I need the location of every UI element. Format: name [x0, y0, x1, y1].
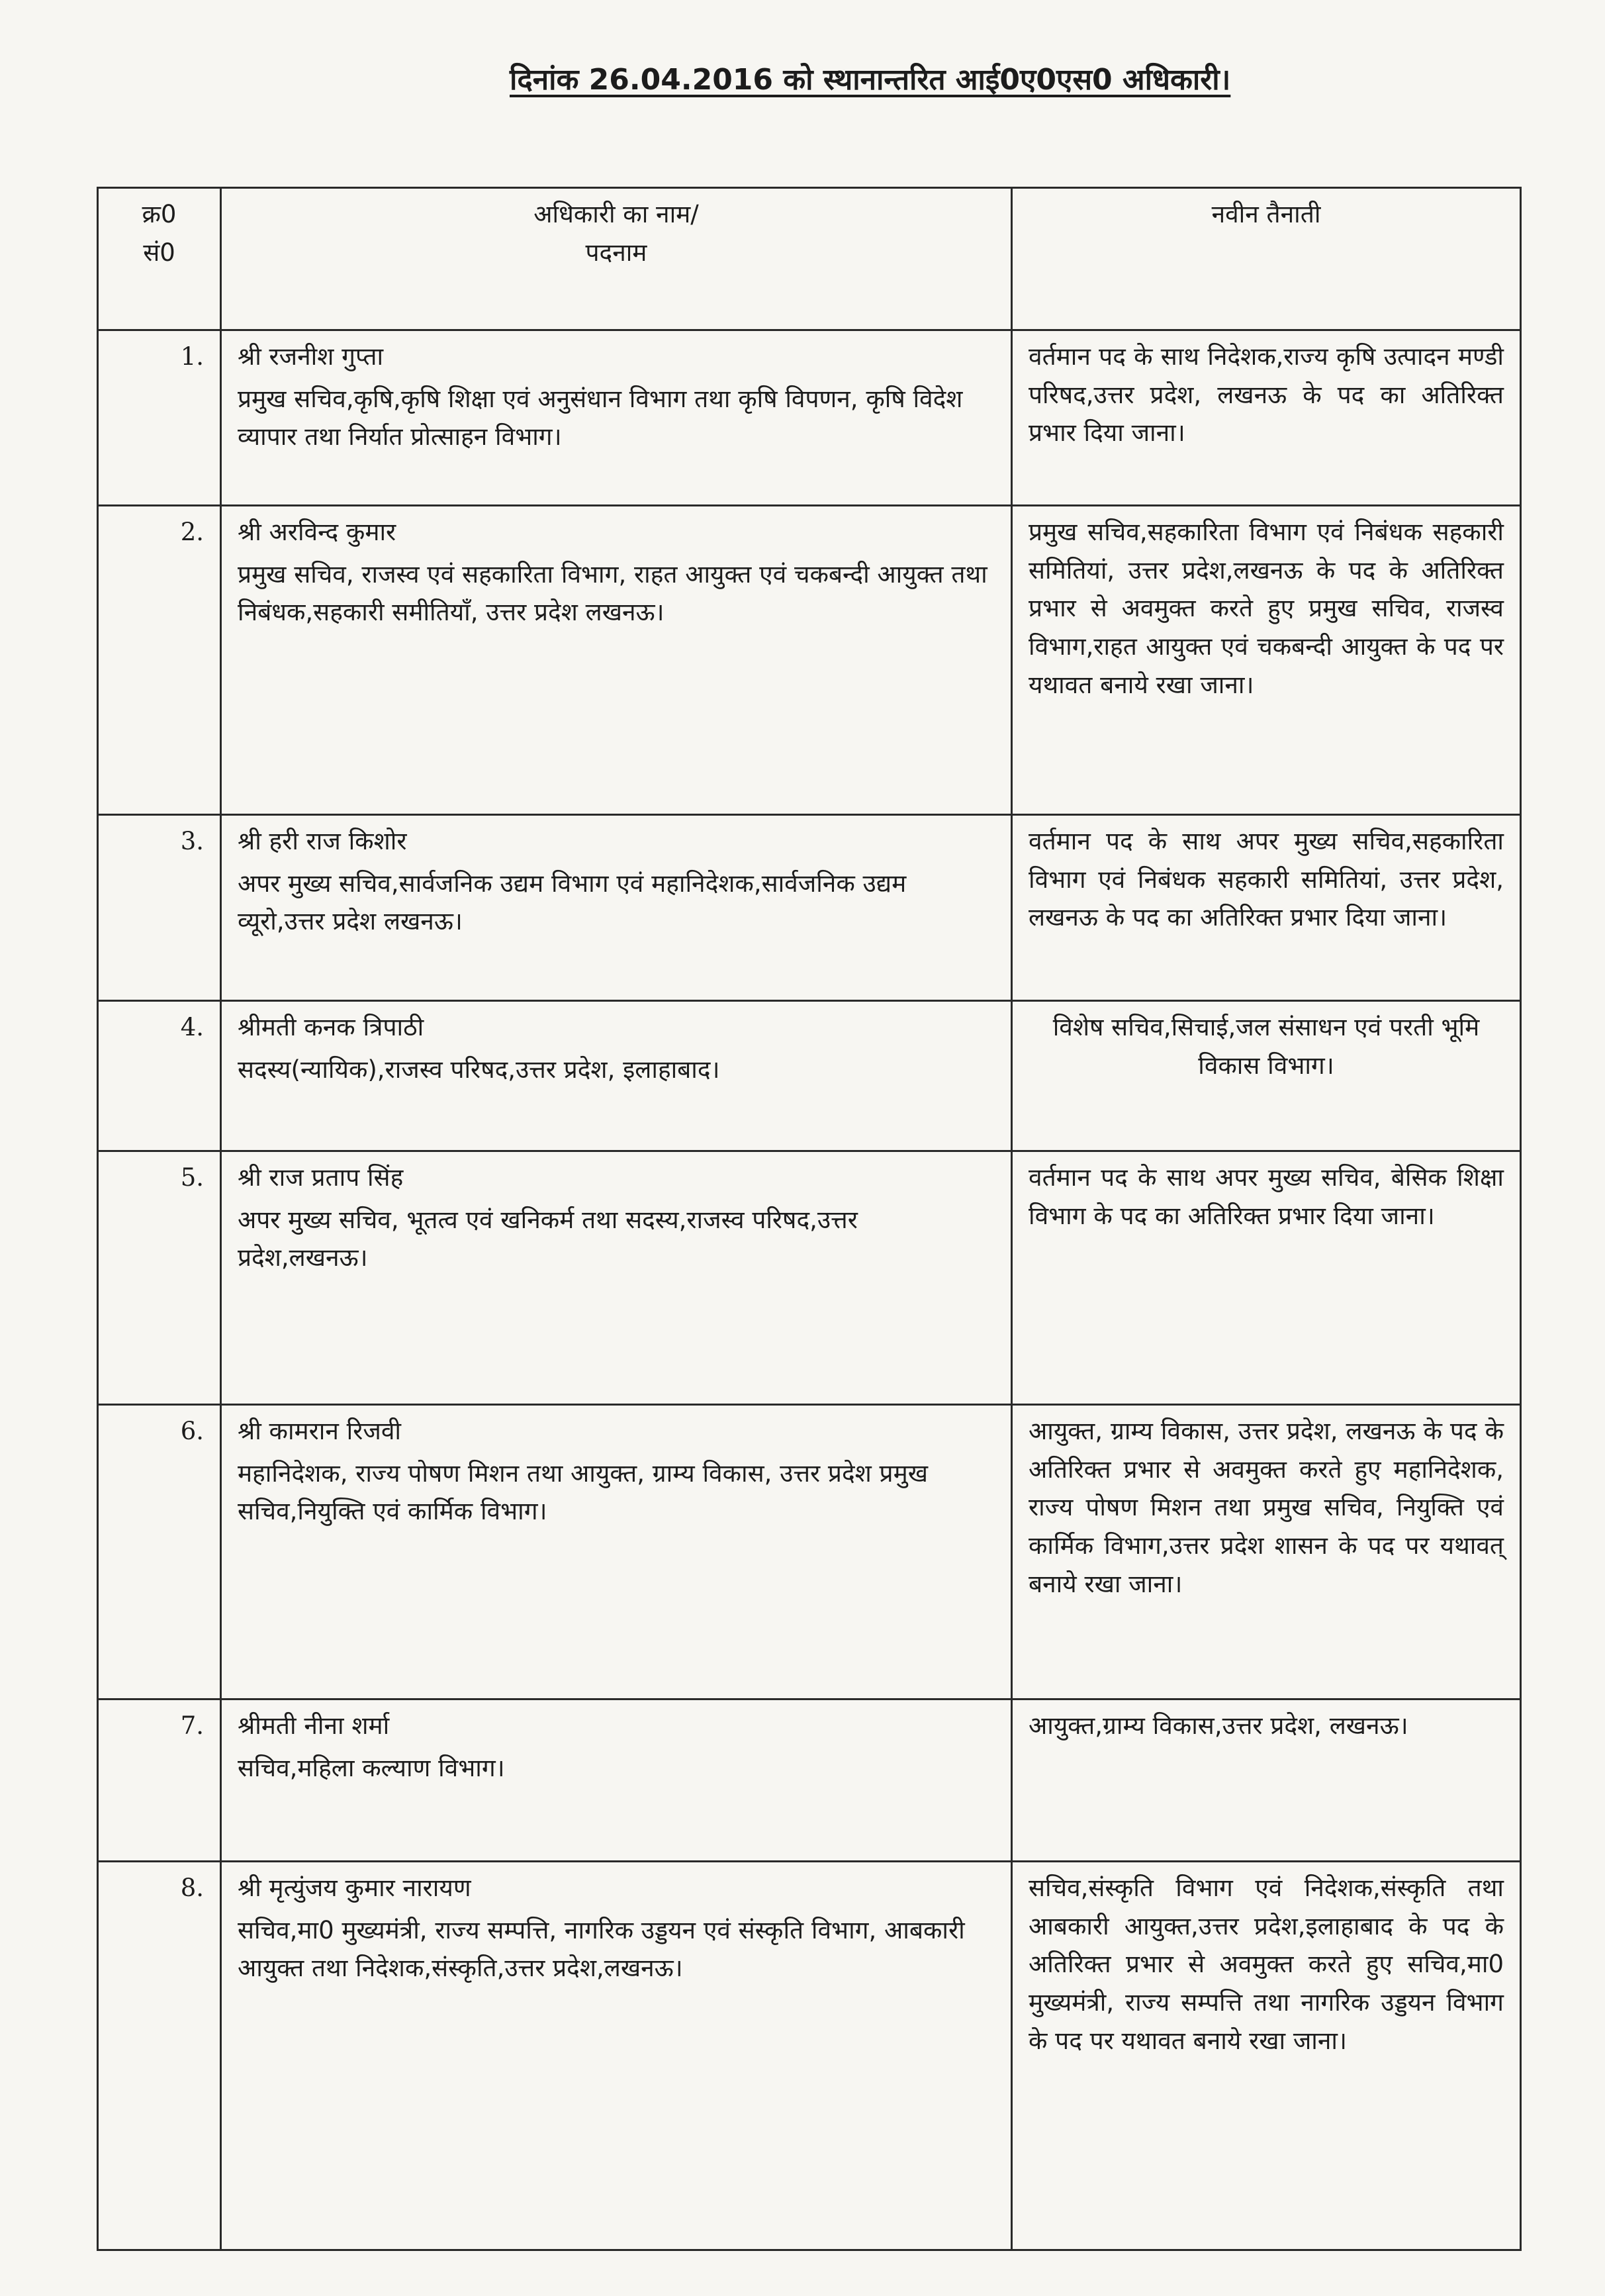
transfer-table: [97, 187, 1522, 2251]
officer-name: श्री कामरान रिजवी: [238, 1417, 402, 1445]
new-posting: वर्तमान पद के साथ निदेशक,राज्य कृषि उत्पादन मण्डी परिषद,उत्तर प्रदेश, लखनऊ के पद का अतिरिक्त प्रभार दिया जाना।: [1012, 330, 1521, 506]
officer-cell: [221, 1862, 1012, 2250]
header-officer-name: [221, 188, 1012, 330]
table-row: [98, 1862, 1521, 2250]
serial-number: 3.: [98, 815, 221, 1001]
new-posting: विशेष सचिव,सिचाई,जल संसाधन एवं परती भूमि विकास विभाग।: [1012, 1001, 1521, 1151]
officer-name: श्री रजनीश गुप्ता: [238, 342, 384, 371]
officer-cell: [221, 330, 1012, 506]
officer-cell: [221, 1699, 1012, 1862]
new-posting: वर्तमान पद के साथ अपर मुख्य सचिव, बेसिक शिक्षा विभाग के पद का अतिरिक्त प्रभार दिया जाना।: [1012, 1151, 1521, 1405]
officer-designation: प्रमुख सचिव,कृषि,कृषि शिक्षा एवं अनुसंधान विभाग तथा कृषि विपणन, कृषि विदेश व्यापार तथा निर्यात प्रोत्साहन विभाग।: [238, 384, 963, 452]
serial-number: 2.: [98, 506, 221, 815]
header-serial-line1: क्र0: [142, 200, 177, 228]
table-row: [98, 506, 1521, 815]
officer-cell: [221, 506, 1012, 815]
officer-designation: महानिदेशक, राज्य पोषण मिशन तथा आयुक्त, ग्राम्य विकास, उत्तर प्रदेश प्रमुख सचिव,नियुक्ति एवं कार्मिक विभाग।: [238, 1459, 928, 1526]
table-header-row: [98, 188, 1521, 330]
officer-designation: अपर मुख्य सचिव, भूतत्व एवं खनिकर्म तथा सदस्य,राजस्व परिषद,उत्तर प्रदेश,लखनऊ।: [238, 1205, 858, 1272]
table-row: [98, 815, 1521, 1001]
header-serial-line2: सं0: [143, 238, 175, 267]
new-posting: वर्तमान पद के साथ अपर मुख्य सचिव,सहकारिता विभाग एवं निबंधक सहकारी समितियां, उत्तर प्रदेश, लखनऊ के पद का अतिरिक्त प्रभार दिया जाना।: [1012, 815, 1521, 1001]
header-new-posting: [1012, 188, 1521, 330]
page-title: दिनांक 26.04.2016 को स्थानान्तरित आई0ए0एस0 अधिकारी।: [510, 63, 1231, 97]
officer-name: श्रीमती नीना शर्मा: [238, 1711, 390, 1740]
serial-number: 1.: [98, 330, 221, 506]
table-row: [98, 330, 1521, 506]
officer-cell: [221, 1151, 1012, 1405]
header-officer-line1: अधिकारी का नाम/: [533, 200, 699, 228]
officer-designation: सचिव,महिला कल्याण विभाग।: [238, 1753, 505, 1782]
table-row: [98, 1699, 1521, 1862]
table-row: [98, 1001, 1521, 1151]
new-posting: प्रमुख सचिव,सहकारिता विभाग एवं निबंधक सहकारी समितियां, उत्तर प्रदेश,लखनऊ के पद के अतिरिक्त प्रभार से अवमुक्त करते हुए प्रमुख सचिव, राजस्व विभाग,राहत आयुक्त एवं चकबन्दी आयुक्त के पद पर यथावत बनाये रखा जाना।: [1012, 506, 1521, 815]
serial-number: 5.: [98, 1151, 221, 1405]
officer-name: श्री हरी राज किशोर: [238, 827, 407, 855]
table-row: [98, 1405, 1521, 1699]
officer-name: श्री मृत्युंजय कुमार नारायण: [238, 1874, 471, 1902]
serial-number: 7.: [98, 1699, 221, 1862]
officer-cell: [221, 1405, 1012, 1699]
officer-cell: [221, 1001, 1012, 1151]
officer-name: श्री राज प्रताप सिंह: [238, 1163, 404, 1192]
officer-name: श्रीमती कनक त्रिपाठी: [238, 1013, 424, 1041]
header-posting-label: नवीन तैनाती: [1211, 200, 1321, 228]
serial-number: 8.: [98, 1862, 221, 2250]
header-serial-number: [98, 188, 221, 330]
serial-number: 6.: [98, 1405, 221, 1699]
new-posting: आयुक्त,ग्राम्य विकास,उत्तर प्रदेश, लखनऊ।: [1012, 1699, 1521, 1862]
officer-designation: सचिव,मा0 मुख्यमंत्री, राज्य सम्पत्ति, नागरिक उड्डयन एवं संस्कृति विभाग, आबकारी आयुक्त तथा निदेशक,संस्कृति,उत्तर प्रदेश,लखनऊ।: [238, 1915, 965, 1983]
officer-name: श्री अरविन्द कुमार: [238, 518, 396, 546]
table-row: [98, 1151, 1521, 1405]
new-posting: सचिव,संस्कृति विभाग एवं निदेशक,संस्कृति तथा आबकारी आयुक्त,उत्तर प्रदेश,इलाहाबाद के पद के अतिरिक्त प्रभार से अवमुक्त करते हुए सचिव,मा0 मुख्यमंत्री, राज्य सम्पत्ति तथा नागरिक उड्डयन विभाग के पद पर यथावत बनाये रखा जाना।: [1012, 1862, 1521, 2250]
serial-number: 4.: [98, 1001, 221, 1151]
officer-designation: सदस्य(न्यायिक),राजस्व परिषद,उत्तर प्रदेश, इलाहाबाद।: [238, 1055, 720, 1084]
officer-designation: प्रमुख सचिव, राजस्व एवं सहकारिता विभाग, राहत आयुक्त एवं चकबन्दी आयुक्त तथा निबंधक,सहकारी समीतियाँ, उत्तर प्रदेश लखनऊ।: [238, 559, 987, 627]
officer-cell: [221, 815, 1012, 1001]
officer-designation: अपर मुख्य सचिव,सार्वजनिक उद्यम विभाग एवं महानिदेशक,सार्वजनिक उद्यम व्यूरो,उत्तर प्रदेश लखनऊ।: [238, 869, 907, 936]
header-officer-line2: पदनाम: [585, 238, 647, 267]
new-posting: आयुक्त, ग्राम्य विकास, उत्तर प्रदेश, लखनऊ के पद के अतिरिक्त प्रभार से अवमुक्त करते हुए महानिदेशक, राज्य पोषण मिशन तथा प्रमुख सचिव, नियुक्ति एवं कार्मिक विभाग,उत्तर प्रदेश शासन के पद पर यथावत् बनाये रखा जाना।: [1012, 1405, 1521, 1699]
